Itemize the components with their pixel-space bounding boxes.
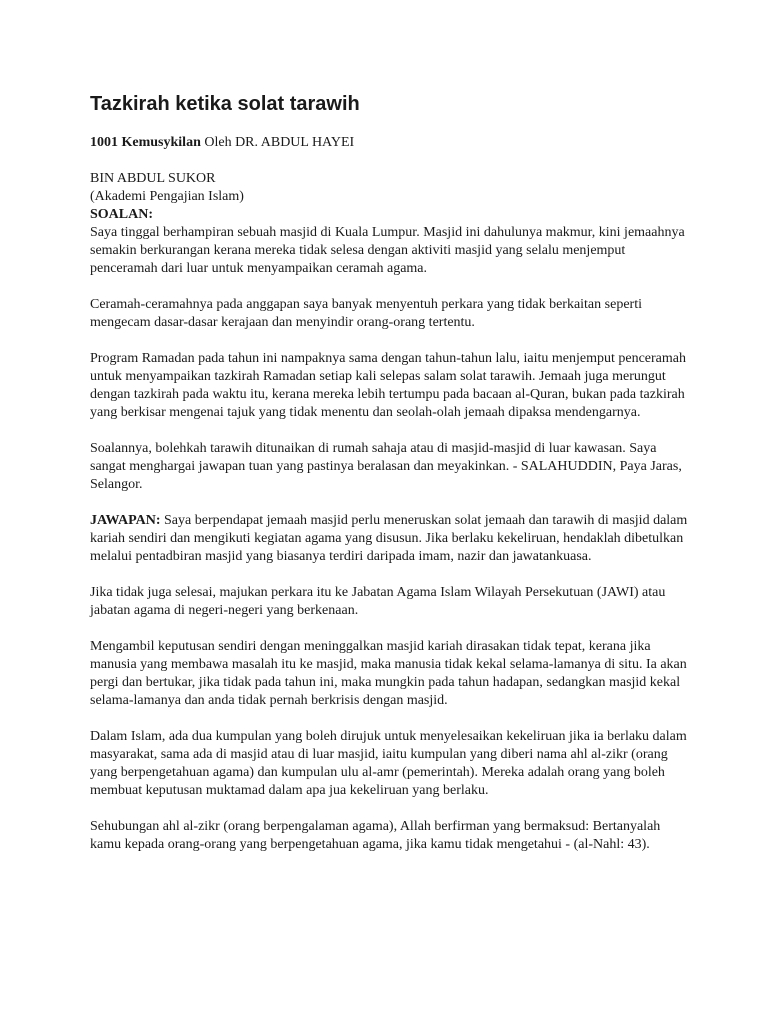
question-label-text: SOALAN: [90,207,154,222]
author-name-continued: BIN ABDUL SUKOR [90,171,216,186]
question-paragraph: Saya tinggal berhampiran sebuah masjid di Kuala Lumpur. Masjid ini dahulunya makmur, kini jemaahnya semakin berkurangan kerana mereka tidak selesa dengan aktiviti masjid yang selalu menjemput penceramah dari luar untuk menyampaikan ceramah agama. [90,225,685,276]
author-affiliation: (Akademi Pengajian Islam) [90,189,244,204]
author-prefix: Oleh DR. ABDUL HAYEI [200,135,355,150]
document-title: Tazkirah ketika solat tarawih [90,93,360,115]
column-name: 1001 Kemusykilan [90,135,201,150]
question-label [90,206,690,224]
question-paragraph: Program Ramadan pada tahun ini nampaknya sama dengan tahun-tahun lalu, iaitu menjemput penceramah untuk menyampaikan tazkirah Ramadan setiap kali selepas salam solat tarawih. Jemaah juga merungut dengan tazkirah pada waktu itu, kerana mereka lebih tertumpu pada bacaan al-Quran, bukan pada tazkirah yang berkisar mengenai tajuk yang tidak menentu dan seolah-olah jemaah dipaksa mendengarnya. [90,351,686,420]
answer-paragraph: Dalam Islam, ada dua kumpulan yang boleh dirujuk untuk menyelesaikan kekeliruan jika ia berlaku dalam masyarakat, sama ada di masjid atau di luar masjid, iaitu kumpulan yang diberi nama ahl al-zikr (orang yang berpengetahuan agama) dan kumpulan ulu al-amr (pemerintah). Mereka adalah orang yang boleh membuat keputusan muktamad dalam apa jua kekeliruan yang berlaku. [90,729,687,798]
answer-first-text: Saya berpendapat jemaah masjid perlu meneruskan solat jemaah dan tarawih di masjid dalam kariah sendiri dan mengikuti kegiatan agama yang disusun. Jika berlaku kekeliruan, hendaklah dibetulkan melalui pentadbiran masjid yang biasanya terdiri daripada imam, nazir dan jawatankuasa. [90,513,688,564]
document-page [90,92,690,854]
answer-paragraph: Mengambil keputusan sendiri dengan meninggalkan masjid kariah dirasakan tidak tepat, kerana jika manusia yang membawa masalah itu ke masjid, maka manusia tidak kekal selama-lamanya di situ. Ia akan pergi dan bertukar, jika tidak pada tahun ini, maka mungkin pada tahun hadapan, sedangkan masjid kekal selama-lamanya dan anda tidak pernah berkrisis dengan masjid. [90,639,687,708]
question-paragraph: Soalannya, bolehkah tarawih ditunaikan di rumah sahaja atau di masjid-masjid di luar kawasan. Saya sangat menghargai jawapan tuan yang pastinya beralasan dan meyakinkan. - SALAHUDDIN, Paya Jaras, Selangor. [90,441,682,492]
question-paragraph: Ceramah-ceramahnya pada anggapan saya banyak menyentuh perkara yang tidak berkaitan seperti mengecam dasar-dasar kerajaan dan menyindir orang-orang tertentu. [90,297,642,330]
byline [90,134,690,152]
answer-paragraph [90,512,690,566]
answer-paragraph: Sehubungan ahl al-zikr (orang berpengalaman agama), Allah berfirman yang bermaksud: Bertanyalah kamu kepada orang-orang yang berpengetahuan agama, jika kamu tidak mengetahui - (al-Nahl: 43). [90,819,661,852]
answer-paragraph: Jika tidak juga selesai, majukan perkara itu ke Jabatan Agama Islam Wilayah Persekutuan (JAWI) atau jabatan agama di negeri-negeri yang berkenaan. [90,585,666,618]
answer-label: JAWAPAN: [90,513,161,528]
